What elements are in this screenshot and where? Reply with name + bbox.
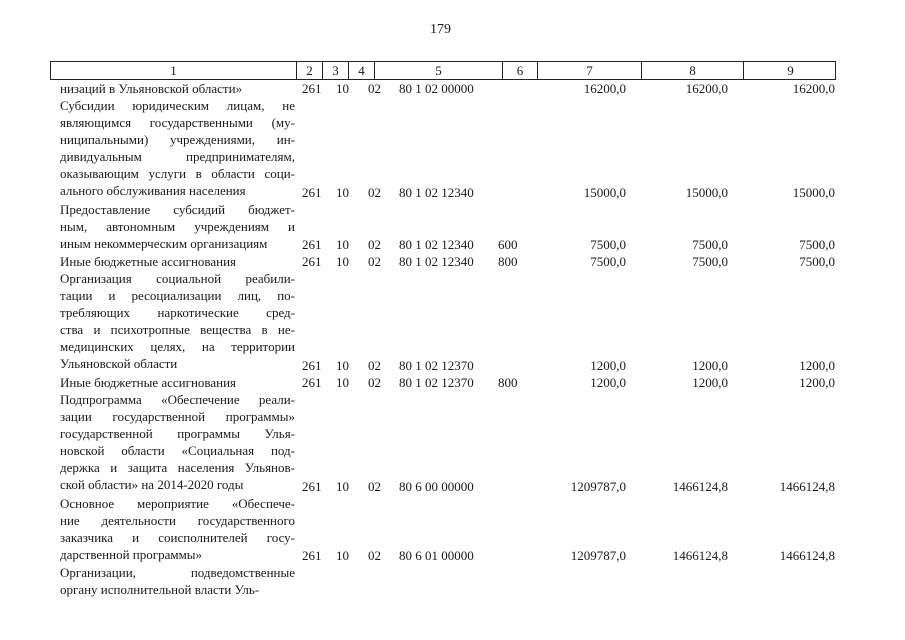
- cell-c3: 10: [336, 375, 349, 391]
- row-name-line: иным некоммерческим организациям: [60, 236, 268, 252]
- row-name-line: Основное мероприятие «Обеспече-: [60, 496, 295, 512]
- cell-c8: 15000,0: [685, 184, 728, 200]
- cell-c5: 80 1 02 12370: [399, 375, 474, 391]
- cell-c8: 1200,0: [692, 357, 728, 373]
- row-name-line: Иные бюджетные ассигнования: [60, 254, 237, 269]
- cell-c7: 7500,0: [590, 236, 626, 252]
- row-name-line: Ульяновской области: [60, 356, 178, 372]
- row-name-line: ние деятельности государственного: [60, 513, 295, 529]
- cell-c7: 1209787,0: [570, 478, 626, 494]
- row-name-line: заказчика и соисполнителей госу-: [60, 530, 295, 546]
- row-name-line: Организации, подведомственные: [60, 565, 295, 581]
- cell-c2: 261: [302, 254, 322, 269]
- cell-c7: 16200,0: [583, 81, 626, 96]
- cell-c5: 80 1 02 12340: [399, 254, 474, 269]
- cell-c6: 600: [498, 236, 518, 252]
- header-col-2: 2: [297, 62, 323, 79]
- row-name-line: являющимся государственными (му-: [60, 115, 295, 131]
- header-col-9: 9: [787, 63, 794, 78]
- row-name-line: государственной программы Улья-: [60, 426, 295, 442]
- cell-c4: 02: [368, 375, 381, 391]
- cell-c2: 261: [302, 81, 322, 96]
- cell-c2: 261: [302, 357, 322, 373]
- row-name-line: низаций в Ульяновской области»: [60, 81, 243, 96]
- row-name-line: ства и психотропные вещества в не-: [60, 322, 295, 338]
- row-name-line: требляющих наркотические сред-: [60, 305, 295, 321]
- row-name-line: ниципальными) учреждениями, ин-: [60, 132, 295, 148]
- row-name-line: Субсидии юридическим лицам, не: [60, 98, 295, 114]
- row-name-line: Иные бюджетные ассигнования: [60, 375, 237, 391]
- row-name-line: ской области» на 2014-2020 годы: [60, 477, 244, 493]
- row-name-line: медицинских целях, на территории: [60, 339, 295, 355]
- cell-c5: 80 6 00 00000: [399, 478, 474, 494]
- cell-c9: 16200,0: [792, 81, 835, 96]
- cell-c3: 10: [336, 548, 349, 564]
- cell-c4: 02: [368, 184, 381, 200]
- cell-c7: 15000,0: [583, 184, 626, 200]
- cell-c7: 1200,0: [590, 357, 626, 373]
- page-number: 179: [430, 22, 451, 37]
- cell-c2: 261: [302, 236, 322, 252]
- cell-c9: 7500,0: [799, 236, 835, 252]
- row-name-line: зации государственной программы»: [60, 409, 295, 425]
- cell-c9: 15000,0: [792, 184, 835, 200]
- row-name-3: [60, 253, 295, 270]
- cell-c4: 02: [368, 357, 381, 373]
- cell-c5: 80 1 02 12370: [399, 357, 474, 373]
- row-name-0: [60, 80, 295, 97]
- cell-c5: 80 1 02 12340: [399, 236, 474, 252]
- cell-c6: 800: [498, 254, 518, 269]
- cell-c4: 02: [368, 81, 381, 96]
- cell-c4: 02: [368, 478, 381, 494]
- cell-c3: 10: [336, 357, 349, 373]
- header-col-5: 5: [375, 62, 503, 79]
- cell-c9: 1200,0: [799, 375, 835, 391]
- cell-c8: 1466124,8: [672, 478, 728, 494]
- cell-c5: 80 1 02 00000: [399, 81, 474, 96]
- row-name-line: новской области «Социальная под-: [60, 443, 295, 459]
- cell-c9: 1466124,8: [779, 548, 835, 564]
- cell-c3: 10: [336, 254, 349, 269]
- row-name-4: [60, 270, 295, 372]
- cell-c2: 261: [302, 478, 322, 494]
- table-header: [50, 61, 836, 80]
- row-name-line: ального обслуживания населения: [60, 183, 246, 199]
- header-col-4: 4: [349, 62, 375, 79]
- header-col-3: 3: [323, 62, 349, 79]
- row-name-5: [60, 374, 295, 391]
- cell-c5: 80 1 02 12340: [399, 184, 474, 200]
- cell-c3: 10: [336, 236, 349, 252]
- row-name-1: [60, 97, 295, 199]
- row-name-line: оказывающим услуги в области соци-: [60, 166, 295, 182]
- cell-c8: 7500,0: [692, 254, 728, 269]
- header-col-1: 1: [51, 62, 297, 79]
- cell-c2: 261: [302, 184, 322, 200]
- row-name-line: Подпрограмма «Обеспечение реали-: [60, 392, 295, 408]
- row-name-2: [60, 201, 295, 252]
- cell-c2: 261: [302, 548, 322, 564]
- cell-c5: 80 6 01 00000: [399, 548, 474, 564]
- cell-c3: 10: [336, 478, 349, 494]
- row-name-line: держка и защита населения Ульянов-: [60, 460, 295, 476]
- header-col-6: 6: [503, 62, 538, 79]
- cell-c9: 1466124,8: [779, 478, 835, 494]
- row-name-line: дарственной программы»: [60, 547, 203, 563]
- cell-c9: 7500,0: [799, 254, 835, 269]
- row-name-line: дивидуальным предпринимателям,: [60, 149, 295, 165]
- cell-c7: 7500,0: [590, 254, 626, 269]
- cell-c4: 02: [368, 254, 381, 269]
- row-name-line: Организация социальной реабили-: [60, 271, 295, 287]
- cell-c8: 1200,0: [692, 375, 728, 391]
- cell-c6: 800: [498, 375, 518, 391]
- cell-c4: 02: [368, 236, 381, 252]
- row-name-7: [60, 495, 295, 563]
- row-name-line: органу исполнительной власти Уль-: [60, 582, 260, 598]
- cell-c7: 1200,0: [590, 375, 626, 391]
- cell-c9: 1200,0: [799, 357, 835, 373]
- cell-c4: 02: [368, 548, 381, 564]
- header-col-7: 7: [538, 62, 642, 79]
- cell-c7: 1209787,0: [570, 548, 626, 564]
- row-name-8: [60, 564, 295, 598]
- cell-c3: 10: [336, 81, 349, 96]
- header-col-8: 8: [642, 62, 744, 79]
- cell-c8: 16200,0: [685, 81, 728, 96]
- cell-c8: 1466124,8: [672, 548, 728, 564]
- row-name-6: [60, 391, 295, 493]
- row-name-line: тации и ресоциализации лиц, по-: [60, 288, 295, 304]
- cell-c8: 7500,0: [692, 236, 728, 252]
- cell-c2: 261: [302, 375, 322, 391]
- row-name-line: ным, автономным учреждениям и: [60, 219, 295, 235]
- cell-c3: 10: [336, 184, 349, 200]
- row-name-line: Предоставление субсидий бюджет-: [60, 202, 295, 218]
